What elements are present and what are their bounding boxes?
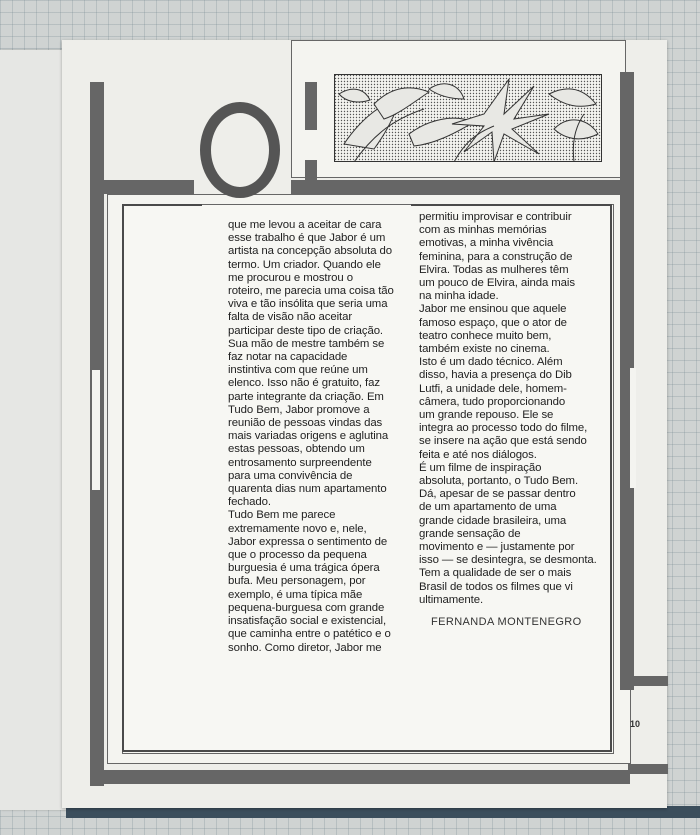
text-line: que me levou a aceitar de cara [228,219,382,231]
frame-bottom-bar [90,770,630,784]
text-line: fechado. [228,496,271,509]
letter-o-ring [200,102,280,198]
text-line: instintiva com que reúne um [228,364,368,377]
left-bar-notch [92,370,100,490]
text-line: extremamente novo e, nele, [228,522,367,535]
text-line: exemplo, é uma típica mãe [228,588,363,601]
plant-illustration [334,74,602,162]
text-line: com as minhas memórias [419,224,547,237]
page-number: 10 [630,719,641,729]
text-line: Tem a qualidade de ser o mais [419,567,572,580]
text-line: termo. Um criador. Quando ele [228,258,381,271]
text-line: grande cidade brasileira, uma [419,514,567,527]
text-line: Tudo Bem, Jabor promove a [228,403,370,416]
text-line: ultimamente. [419,593,484,606]
text-line: Isto é um dado técnico. Além [419,356,563,369]
text-line: me procurou e mostrou o [228,271,353,284]
text-line: viva e tão insólita que seria uma [228,298,388,311]
text-line: Sua mão de mestre também se [228,337,385,350]
text-line: elenco. Isso não é gratuito, faz [228,377,380,390]
text-line: Jabor me ensinou que aquele [419,303,567,316]
article-column-right [419,211,597,607]
text-line: feita e até nos diálogos. [419,448,537,461]
text-line: participar deste tipo de criação. [228,324,383,337]
text-line: bufa. Meu personagem, por [228,575,366,588]
frame-top-left-bar [104,180,194,194]
text-line: quarenta dias num apartamento [228,483,387,496]
text-line: grande sensação de [419,527,521,540]
frame-illus-post-lower [305,160,317,182]
text-line: permitiu improvisar e contribuir [419,211,572,223]
text-line: se insere na ação que está sendo [419,435,587,448]
article-column-left [228,219,394,655]
text-line: estas pessoas, obtendo um [228,443,365,456]
text-line: que caminha entre o patético e o [228,628,391,641]
text-line: Dá, apesar de se passar dentro [419,488,576,501]
inner-line-top [122,204,202,206]
text-line: Lutfi, a unidade dele, homem- [419,382,567,395]
text-line: insatisfação social e existencial, [228,615,387,628]
text-line: esse trabalho é que Jabor é um [228,232,386,245]
frame-bottom-stub [628,764,668,774]
back-page-edge [0,50,66,810]
text-line: para uma convivência de [228,469,353,482]
text-line: Tudo Bem me parece [228,509,336,522]
frame-right-stub [628,676,668,686]
text-line: pequena-burguesa com grande [228,601,385,614]
text-line: que o processo da pequena [228,549,367,562]
inner-line-left [122,204,124,752]
text-line: parte integrante da criação. Em [228,390,384,403]
text-line: um grande repouso. Ele se [419,409,554,422]
text-line: isso — se desintegra, se desmonta. [419,554,597,567]
text-line: integra ao processo todo do filme, [419,422,588,435]
text-line: roteiro, me parecia uma coisa tão [228,285,394,298]
inner-line-right [610,204,612,752]
text-line: disso, havia a presença do Dib [419,369,572,382]
text-line: um pouco de Elvira, ainda mais [419,277,575,290]
text-line: de um apartamento de uma [419,501,557,514]
text-line: sonho. Como diretor, Jabor me [228,641,382,654]
inner-line-bottom [122,750,612,752]
text-line: movimento e — justamente por [419,541,575,554]
inner-line-top-right [411,204,612,206]
right-bar-notch [630,368,636,488]
text-line: artista na concepção absoluta do [228,245,392,258]
frame-illus-post [305,82,317,130]
text-line: entrosamento surpreendente [228,456,372,469]
text-line: mais variadas origens e aglutina [228,430,389,443]
text-line: Jabor expressa o sentimento de [228,535,388,548]
text-line: Brasil de todos os filmes que vi [419,580,573,593]
text-line: falta de visão não aceitar [228,311,353,324]
text-line: também existe no cinema. [419,343,550,356]
text-line: burguesia é uma trágica ópera [228,562,380,575]
text-line: faz notar na capacidade [228,351,348,364]
text-line: feminina, para a construção de [419,250,573,263]
frame-top-right-bar [291,180,622,194]
text-line: Elvira. Todas as mulheres têm [419,263,569,276]
text-line: teatro conhece muito bem, [419,329,552,342]
text-line: famoso espaço, que o ator de [419,316,567,329]
author-signature: FERNANDA MONTENEGRO [431,616,582,628]
text-line: É um filme de inspiração [419,461,542,474]
text-line: emotivas, a minha vivência [419,237,554,250]
text-line: câmera, tudo proporcionando [419,395,566,408]
text-line: absoluta, portanto, o Tudo Bem. [419,475,579,488]
text-line: reunião de pessoas vindas das [228,417,383,430]
text-line: na minha idade. [419,290,499,303]
